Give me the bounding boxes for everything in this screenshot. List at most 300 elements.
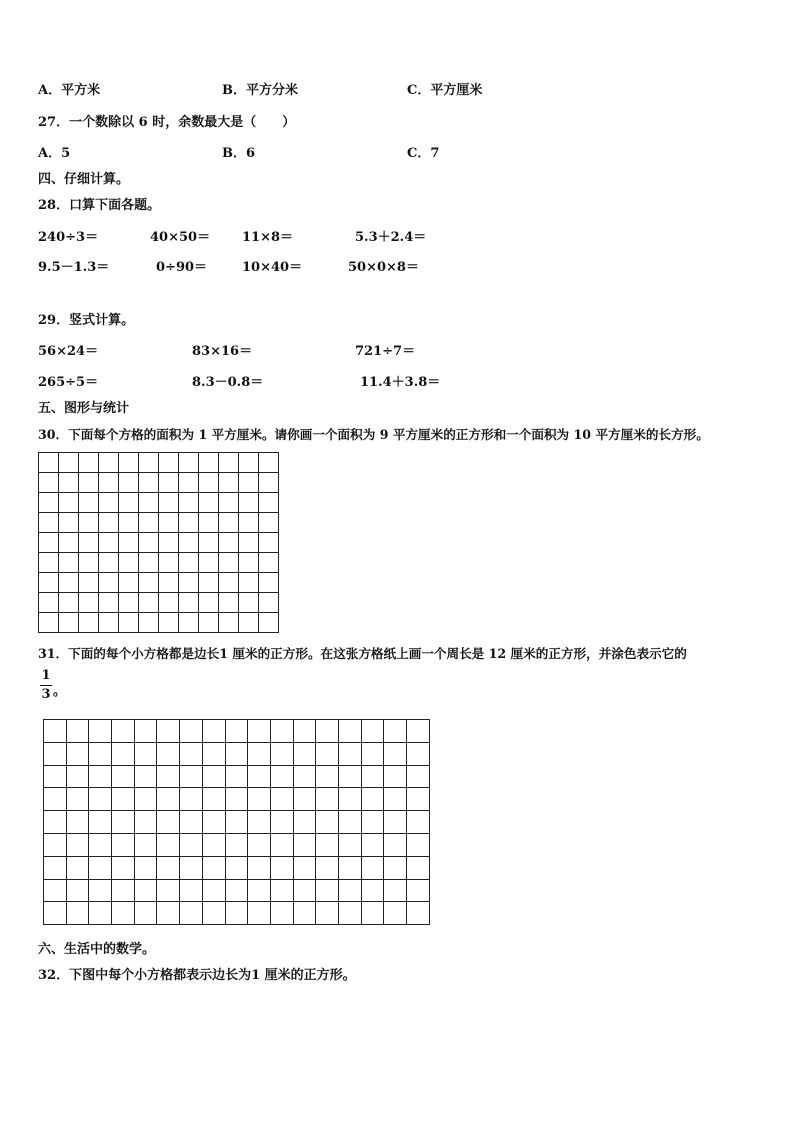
grid-cell[interactable] xyxy=(39,493,59,513)
grid-cell[interactable] xyxy=(202,902,225,925)
grid-cell[interactable] xyxy=(225,856,248,879)
grid-row xyxy=(39,613,279,633)
grid-cell[interactable] xyxy=(180,856,203,879)
grid-row xyxy=(39,473,279,493)
grid-cell[interactable] xyxy=(259,613,279,633)
grid-cell[interactable] xyxy=(219,513,239,533)
grid-cell[interactable] xyxy=(119,613,139,633)
grid-cell[interactable] xyxy=(199,453,219,473)
grid-cell[interactable] xyxy=(384,742,407,765)
grid-cell[interactable] xyxy=(134,856,157,879)
grid-cell[interactable] xyxy=(293,879,316,902)
grid-cell[interactable] xyxy=(219,613,239,633)
grid-cell[interactable] xyxy=(89,742,112,765)
grid-cell[interactable] xyxy=(179,533,199,553)
grid-cell[interactable] xyxy=(139,573,159,593)
grid-cell[interactable] xyxy=(316,833,339,856)
q31-fraction xyxy=(40,668,52,703)
grid-cell[interactable] xyxy=(384,833,407,856)
grid-cell[interactable] xyxy=(316,720,339,743)
grid-cell[interactable] xyxy=(407,788,430,811)
grid-cell[interactable] xyxy=(270,811,293,834)
grid-cell[interactable] xyxy=(259,533,279,553)
grid-cell[interactable] xyxy=(99,493,119,513)
grid-cell[interactable] xyxy=(66,720,89,743)
grid-cell[interactable] xyxy=(39,613,59,633)
grid-cell[interactable] xyxy=(219,453,239,473)
grid-cell[interactable] xyxy=(59,573,79,593)
grid-cell[interactable] xyxy=(361,879,384,902)
grid-cell[interactable] xyxy=(225,765,248,788)
grid-cell[interactable] xyxy=(361,833,384,856)
grid-row xyxy=(44,742,430,765)
grid-cell[interactable] xyxy=(316,902,339,925)
grid-cell[interactable] xyxy=(384,811,407,834)
grid-cell[interactable] xyxy=(66,902,89,925)
grid-cell[interactable] xyxy=(219,473,239,493)
grid-cell[interactable] xyxy=(202,856,225,879)
q28-r1-c3: 11×8＝ xyxy=(242,230,294,245)
grid-cell[interactable] xyxy=(44,788,67,811)
grid-cell[interactable] xyxy=(239,533,259,553)
grid-cell[interactable] xyxy=(225,720,248,743)
grid-cell[interactable] xyxy=(44,811,67,834)
grid-cell[interactable] xyxy=(407,720,430,743)
grid-cell[interactable] xyxy=(180,720,203,743)
grid-cell[interactable] xyxy=(338,765,361,788)
grid-cell[interactable] xyxy=(202,720,225,743)
grid-cell[interactable] xyxy=(59,533,79,553)
grid-cell[interactable] xyxy=(384,720,407,743)
grid-cell[interactable] xyxy=(44,765,67,788)
grid-cell[interactable] xyxy=(159,453,179,473)
grid-cell[interactable] xyxy=(66,879,89,902)
grid-cell[interactable] xyxy=(199,553,219,573)
grid-cell[interactable] xyxy=(248,856,271,879)
grid-cell[interactable] xyxy=(270,856,293,879)
q31-fraction-suffix: 。 xyxy=(53,684,67,699)
grid-cell[interactable] xyxy=(407,902,430,925)
grid-cell[interactable] xyxy=(202,765,225,788)
grid-cell[interactable] xyxy=(66,856,89,879)
grid-cell[interactable] xyxy=(384,788,407,811)
grid-cell[interactable] xyxy=(139,533,159,553)
grid-cell[interactable] xyxy=(89,720,112,743)
grid-cell[interactable] xyxy=(248,902,271,925)
grid-cell[interactable] xyxy=(157,833,180,856)
grid-cell[interactable] xyxy=(361,720,384,743)
grid-cell[interactable] xyxy=(112,856,135,879)
grid-cell[interactable] xyxy=(134,811,157,834)
grid-cell[interactable] xyxy=(259,593,279,613)
grid-row xyxy=(44,765,430,788)
q29-r2-c1: 265÷5＝ xyxy=(38,375,99,390)
grid-cell[interactable] xyxy=(179,613,199,633)
grid-cell[interactable] xyxy=(293,765,316,788)
grid-cell[interactable] xyxy=(361,811,384,834)
grid-cell[interactable] xyxy=(270,833,293,856)
grid-row xyxy=(44,856,430,879)
grid-cell[interactable] xyxy=(293,788,316,811)
grid-cell[interactable] xyxy=(199,473,219,493)
grid-cell[interactable] xyxy=(66,788,89,811)
grid-cell[interactable] xyxy=(119,473,139,493)
q28-r2-c4: 50×0×8＝ xyxy=(348,260,419,275)
q28-r1-c2: 40×50＝ xyxy=(150,230,211,245)
grid-cell[interactable] xyxy=(259,573,279,593)
grid-cell[interactable] xyxy=(99,613,119,633)
grid-cell[interactable] xyxy=(248,720,271,743)
grid-row xyxy=(39,573,279,593)
grid-cell[interactable] xyxy=(59,553,79,573)
grid-cell[interactable] xyxy=(119,593,139,613)
grid-cell[interactable] xyxy=(99,453,119,473)
grid-cell[interactable] xyxy=(239,493,259,513)
grid-cell[interactable] xyxy=(270,788,293,811)
grid-cell[interactable] xyxy=(179,553,199,573)
grid-cell[interactable] xyxy=(112,879,135,902)
grid-cell[interactable] xyxy=(59,453,79,473)
grid-cell[interactable] xyxy=(248,765,271,788)
grid-cell[interactable] xyxy=(159,493,179,513)
grid-cell[interactable] xyxy=(39,473,59,493)
grid-cell[interactable] xyxy=(384,879,407,902)
grid-cell[interactable] xyxy=(270,879,293,902)
grid-cell[interactable] xyxy=(239,613,259,633)
grid-cell[interactable] xyxy=(157,765,180,788)
grid-cell[interactable] xyxy=(159,573,179,593)
grid-cell[interactable] xyxy=(361,788,384,811)
grid-cell[interactable] xyxy=(225,811,248,834)
grid-cell[interactable] xyxy=(89,879,112,902)
grid-cell[interactable] xyxy=(139,493,159,513)
grid-cell[interactable] xyxy=(407,879,430,902)
grid-cell[interactable] xyxy=(79,513,99,533)
grid-cell[interactable] xyxy=(179,493,199,513)
grid-cell[interactable] xyxy=(248,879,271,902)
grid-cell[interactable] xyxy=(293,811,316,834)
grid-cell[interactable] xyxy=(202,833,225,856)
grid-cell[interactable] xyxy=(179,573,199,593)
grid-cell[interactable] xyxy=(293,856,316,879)
grid-cell[interactable] xyxy=(44,833,67,856)
grid-cell[interactable] xyxy=(119,533,139,553)
grid-cell[interactable] xyxy=(293,833,316,856)
grid-cell[interactable] xyxy=(99,553,119,573)
q27-stem: 27．一个数除以 6 时，余数最大是（ ） xyxy=(38,115,296,130)
grid-cell[interactable] xyxy=(89,811,112,834)
grid-cell[interactable] xyxy=(157,856,180,879)
grid-cell[interactable] xyxy=(248,788,271,811)
grid-cell[interactable] xyxy=(39,533,59,553)
grid-cell[interactable] xyxy=(270,720,293,743)
grid-cell[interactable] xyxy=(79,493,99,513)
section-5-heading: 五、图形与统计 xyxy=(38,401,130,416)
grid-cell[interactable] xyxy=(259,513,279,533)
grid-cell[interactable] xyxy=(89,856,112,879)
grid-cell[interactable] xyxy=(202,742,225,765)
grid-cell[interactable] xyxy=(384,856,407,879)
grid-cell[interactable] xyxy=(134,765,157,788)
q28-r2-c1: 9.5－1.3＝ xyxy=(38,260,110,275)
q28-r1-c4: 5.3＋2.4＝ xyxy=(355,230,427,245)
grid-cell[interactable] xyxy=(89,765,112,788)
grid-cell[interactable] xyxy=(180,879,203,902)
grid-cell[interactable] xyxy=(202,811,225,834)
grid-cell[interactable] xyxy=(112,811,135,834)
q29-r1-c2: 83×16＝ xyxy=(192,344,253,359)
grid-cell[interactable] xyxy=(199,613,219,633)
grid-cell[interactable] xyxy=(180,902,203,925)
grid-cell[interactable] xyxy=(338,811,361,834)
grid-cell[interactable] xyxy=(44,879,67,902)
grid-cell[interactable] xyxy=(112,742,135,765)
grid-cell[interactable] xyxy=(139,473,159,493)
grid-cell[interactable] xyxy=(248,811,271,834)
grid-row xyxy=(39,513,279,533)
grid-cell[interactable] xyxy=(219,533,239,553)
grid-cell[interactable] xyxy=(259,453,279,473)
grid-cell[interactable] xyxy=(79,553,99,573)
grid-cell[interactable] xyxy=(139,453,159,473)
grid-cell[interactable] xyxy=(119,513,139,533)
grid-cell[interactable] xyxy=(338,833,361,856)
grid-cell[interactable] xyxy=(219,593,239,613)
grid-row xyxy=(39,593,279,613)
q27-option-b: B．6 xyxy=(222,146,256,161)
grid-cell[interactable] xyxy=(112,765,135,788)
grid-cell[interactable] xyxy=(407,856,430,879)
grid-cell[interactable] xyxy=(180,742,203,765)
grid-cell[interactable] xyxy=(239,513,259,533)
grid-cell[interactable] xyxy=(293,720,316,743)
grid-cell[interactable] xyxy=(159,533,179,553)
grid-cell[interactable] xyxy=(338,742,361,765)
grid-cell[interactable] xyxy=(259,553,279,573)
grid-row xyxy=(39,553,279,573)
fraction-numerator: 1 xyxy=(41,668,51,683)
grid-cell[interactable] xyxy=(361,765,384,788)
grid-cell[interactable] xyxy=(180,788,203,811)
grid-cell[interactable] xyxy=(59,513,79,533)
grid-cell[interactable] xyxy=(66,833,89,856)
grid-row xyxy=(39,453,279,473)
grid-cell[interactable] xyxy=(407,742,430,765)
q29-r1-c1: 56×24＝ xyxy=(38,344,99,359)
grid-cell[interactable] xyxy=(79,573,99,593)
grid-cell[interactable] xyxy=(316,742,339,765)
section-4-heading: 四、仔细计算。 xyxy=(38,172,130,187)
q29-stem: 29．竖式计算。 xyxy=(38,313,135,328)
grid-cell[interactable] xyxy=(79,613,99,633)
grid-cell[interactable] xyxy=(179,453,199,473)
grid-cell[interactable] xyxy=(157,811,180,834)
grid-cell[interactable] xyxy=(89,833,112,856)
grid-cell[interactable] xyxy=(225,788,248,811)
grid-cell[interactable] xyxy=(199,513,219,533)
q30-grid[interactable] xyxy=(38,452,279,633)
grid-cell[interactable] xyxy=(44,742,67,765)
q32-stem: 32．下图中每个小方格都表示边长为1 厘米的正方形。 xyxy=(38,968,356,983)
grid-cell[interactable] xyxy=(119,573,139,593)
grid-cell[interactable] xyxy=(159,513,179,533)
grid-cell[interactable] xyxy=(407,811,430,834)
grid-cell[interactable] xyxy=(99,593,119,613)
grid-cell[interactable] xyxy=(225,742,248,765)
grid-cell[interactable] xyxy=(293,742,316,765)
grid-cell[interactable] xyxy=(99,473,119,493)
grid-cell[interactable] xyxy=(219,573,239,593)
grid-cell[interactable] xyxy=(259,473,279,493)
grid-cell[interactable] xyxy=(199,493,219,513)
grid-cell[interactable] xyxy=(270,742,293,765)
grid-cell[interactable] xyxy=(179,513,199,533)
grid-cell[interactable] xyxy=(219,553,239,573)
grid-cell[interactable] xyxy=(59,593,79,613)
grid-cell[interactable] xyxy=(99,513,119,533)
grid-cell[interactable] xyxy=(79,533,99,553)
grid-cell[interactable] xyxy=(44,902,67,925)
grid-cell[interactable] xyxy=(79,593,99,613)
grid-cell[interactable] xyxy=(361,902,384,925)
grid-cell[interactable] xyxy=(259,493,279,513)
grid-cell[interactable] xyxy=(316,811,339,834)
grid-cell[interactable] xyxy=(39,593,59,613)
grid-cell[interactable] xyxy=(44,720,67,743)
grid-cell[interactable] xyxy=(139,613,159,633)
grid-cell[interactable] xyxy=(157,902,180,925)
grid-cell[interactable] xyxy=(180,811,203,834)
grid-cell[interactable] xyxy=(66,765,89,788)
grid-cell[interactable] xyxy=(134,879,157,902)
grid-cell[interactable] xyxy=(407,765,430,788)
grid-cell[interactable] xyxy=(39,573,59,593)
grid-cell[interactable] xyxy=(134,833,157,856)
grid-cell[interactable] xyxy=(199,573,219,593)
grid-cell[interactable] xyxy=(202,879,225,902)
grid-cell[interactable] xyxy=(157,742,180,765)
grid-cell[interactable] xyxy=(384,902,407,925)
grid-cell[interactable] xyxy=(119,493,139,513)
grid-cell[interactable] xyxy=(225,833,248,856)
grid-cell[interactable] xyxy=(139,553,159,573)
grid-cell[interactable] xyxy=(44,856,67,879)
grid-cell[interactable] xyxy=(99,533,119,553)
grid-cell[interactable] xyxy=(225,879,248,902)
grid-cell[interactable] xyxy=(79,473,99,493)
q26-option-c: C．平方厘米 xyxy=(407,83,483,98)
grid-cell[interactable] xyxy=(248,742,271,765)
grid-cell[interactable] xyxy=(338,879,361,902)
grid-cell[interactable] xyxy=(338,720,361,743)
grid-cell[interactable] xyxy=(134,742,157,765)
grid-cell[interactable] xyxy=(180,765,203,788)
grid-cell[interactable] xyxy=(159,553,179,573)
grid-cell[interactable] xyxy=(199,593,219,613)
q29-r2-c3: 11.4＋3.8＝ xyxy=(360,375,441,390)
grid-cell[interactable] xyxy=(338,856,361,879)
grid-cell[interactable] xyxy=(159,473,179,493)
grid-cell[interactable] xyxy=(112,833,135,856)
grid-cell[interactable] xyxy=(248,833,271,856)
grid-cell[interactable] xyxy=(179,593,199,613)
grid-cell[interactable] xyxy=(39,453,59,473)
q26-option-a: A．平方米 xyxy=(38,83,101,98)
q31-grid[interactable] xyxy=(43,719,430,925)
grid-cell[interactable] xyxy=(134,720,157,743)
grid-cell[interactable] xyxy=(66,811,89,834)
grid-cell[interactable] xyxy=(157,720,180,743)
grid-cell[interactable] xyxy=(270,902,293,925)
grid-cell[interactable] xyxy=(202,788,225,811)
grid-cell[interactable] xyxy=(59,613,79,633)
grid-cell[interactable] xyxy=(157,879,180,902)
grid-cell[interactable] xyxy=(79,453,99,473)
grid-cell[interactable] xyxy=(239,573,259,593)
q28-stem: 28．口算下面各题。 xyxy=(38,198,161,213)
grid-cell[interactable] xyxy=(180,833,203,856)
grid-cell[interactable] xyxy=(361,742,384,765)
grid-cell[interactable] xyxy=(39,513,59,533)
grid-cell[interactable] xyxy=(316,788,339,811)
grid-cell[interactable] xyxy=(239,553,259,573)
grid-cell[interactable] xyxy=(270,765,293,788)
grid-cell[interactable] xyxy=(112,788,135,811)
grid-cell[interactable] xyxy=(219,493,239,513)
grid-cell[interactable] xyxy=(89,902,112,925)
grid-cell[interactable] xyxy=(239,593,259,613)
grid-cell[interactable] xyxy=(119,453,139,473)
grid-cell[interactable] xyxy=(293,902,316,925)
grid-cell[interactable] xyxy=(157,788,180,811)
grid-cell[interactable] xyxy=(199,533,219,553)
grid-cell[interactable] xyxy=(361,856,384,879)
grid-cell[interactable] xyxy=(139,513,159,533)
grid-cell[interactable] xyxy=(316,856,339,879)
grid-cell[interactable] xyxy=(316,765,339,788)
grid-cell[interactable] xyxy=(59,473,79,493)
grid-row xyxy=(44,879,430,902)
grid-cell[interactable] xyxy=(89,788,112,811)
grid-cell[interactable] xyxy=(134,902,157,925)
grid-cell[interactable] xyxy=(59,493,79,513)
grid-cell[interactable] xyxy=(134,788,157,811)
grid-cell[interactable] xyxy=(39,553,59,573)
grid-cell[interactable] xyxy=(112,720,135,743)
grid-cell[interactable] xyxy=(338,902,361,925)
grid-cell[interactable] xyxy=(316,879,339,902)
grid-cell[interactable] xyxy=(112,902,135,925)
grid-cell[interactable] xyxy=(66,742,89,765)
grid-cell[interactable] xyxy=(119,553,139,573)
grid-cell[interactable] xyxy=(239,453,259,473)
grid-cell[interactable] xyxy=(338,788,361,811)
q30-stem: 30．下面每个方格的面积为 1 平方厘米。请你画一个面积为 9 平方厘米的正方形和一个面积为 10 平方厘米的长方形。 xyxy=(38,427,709,442)
grid-cell[interactable] xyxy=(139,593,159,613)
grid-cell[interactable] xyxy=(384,765,407,788)
grid-cell[interactable] xyxy=(159,613,179,633)
q27-option-a: A．5 xyxy=(38,146,71,161)
grid-row xyxy=(44,720,430,743)
grid-cell[interactable] xyxy=(239,473,259,493)
grid-cell[interactable] xyxy=(179,473,199,493)
grid-cell[interactable] xyxy=(225,902,248,925)
grid-cell[interactable] xyxy=(99,573,119,593)
grid-cell[interactable] xyxy=(407,833,430,856)
fraction-denominator: 3 xyxy=(41,687,51,702)
grid-cell[interactable] xyxy=(159,593,179,613)
grid-row xyxy=(39,533,279,553)
